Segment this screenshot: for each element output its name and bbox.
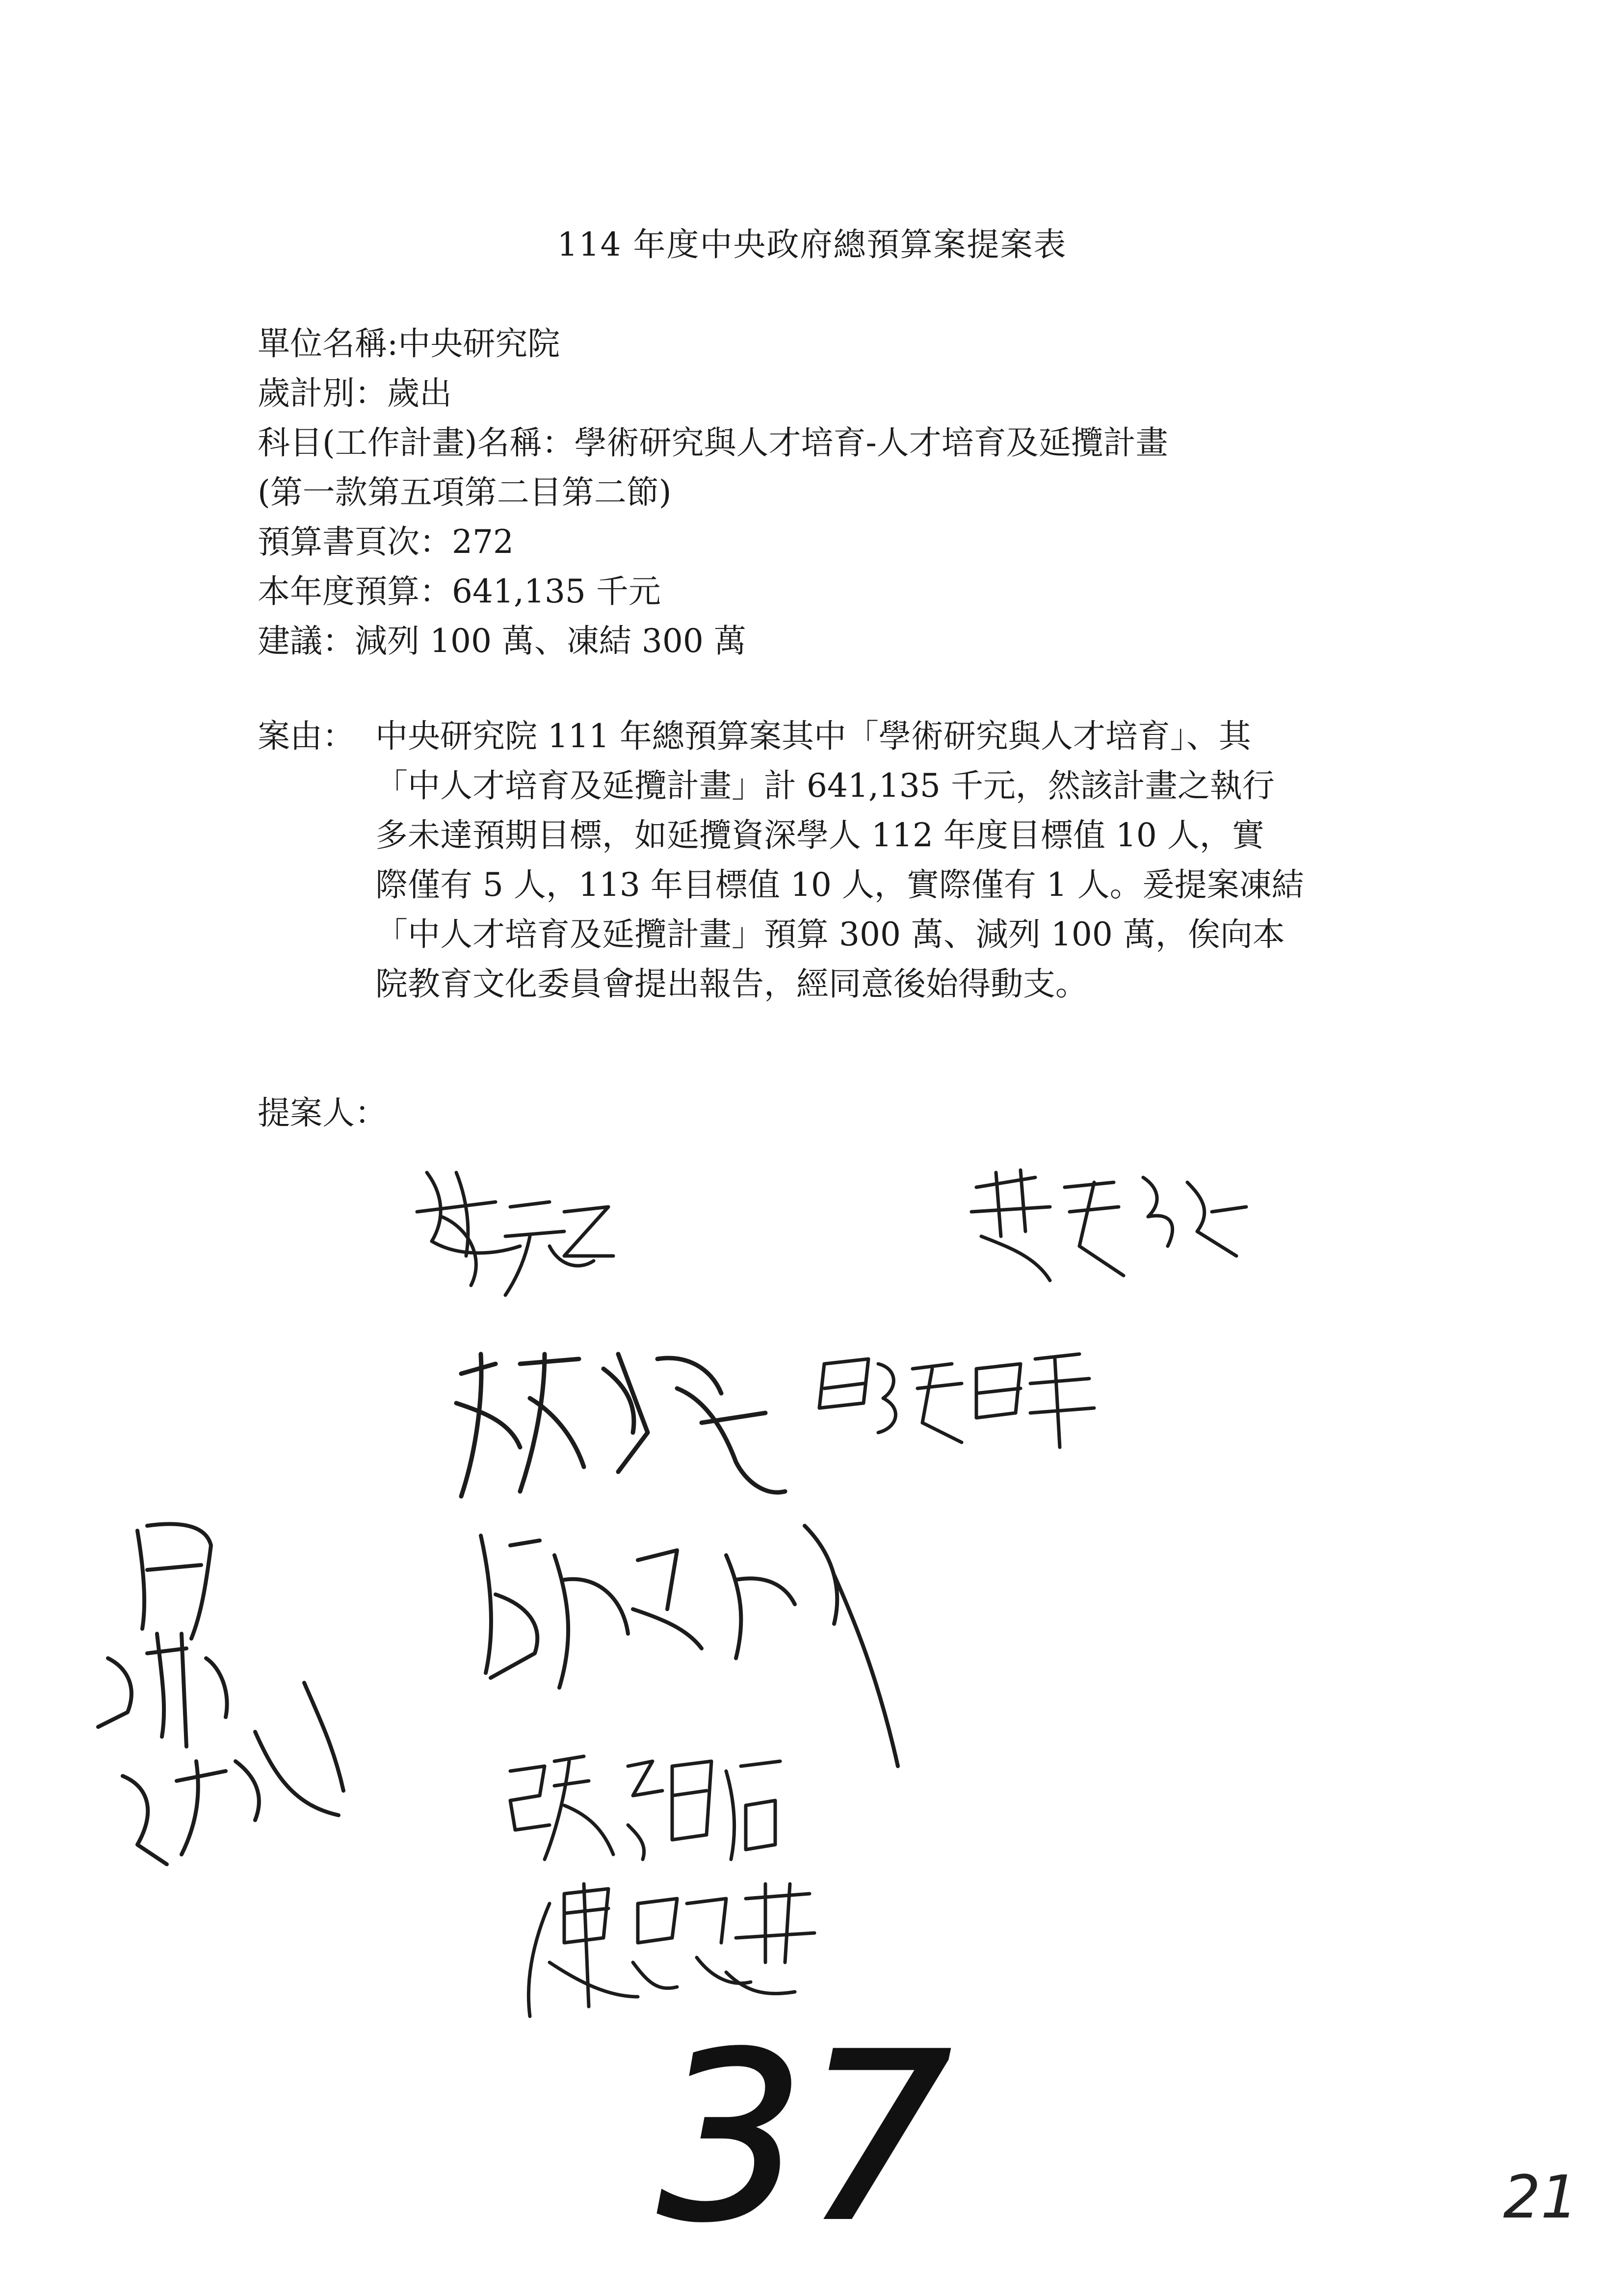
reason-label: 案由： bbox=[258, 717, 355, 755]
field-budget-type: 歲計別：歲出 bbox=[258, 374, 452, 412]
signature-7 bbox=[510, 1756, 780, 1859]
page-title: 114 年度中央政府總預算案提案表 bbox=[557, 226, 1067, 263]
handwritten-number bbox=[658, 2004, 952, 2272]
signature-3 bbox=[456, 1354, 785, 1496]
signature-2 bbox=[971, 1170, 1246, 1280]
reason-line: 多未達預期目標，如延攬資深學人 112 年度目標值 10 人，實 bbox=[375, 816, 1264, 854]
signature-8 bbox=[528, 1884, 814, 2016]
reason-line: 「中人才培育及延攬計畫」計 641,135 千元，然該計畫之執行 bbox=[375, 767, 1275, 805]
page-number-text: 21 bbox=[1503, 2164, 1578, 2232]
reason-line: 際僅有 5 人，113 年目標值 10 人，實際僅有 1 人。爰提案凍結 bbox=[375, 866, 1304, 904]
signature-6 bbox=[481, 1526, 898, 1766]
proposer-label: 提案人： bbox=[258, 1094, 387, 1132]
field-budget-page: 預算書頁次：272 bbox=[258, 523, 514, 561]
field-suggestion: 建議：減列 100 萬、凍結 300 萬 bbox=[258, 622, 746, 660]
field-subject-section: (第一款第五項第二目第二節) bbox=[258, 473, 672, 511]
field-subject-name: 科目(工作計畫)名稱：學術研究與人才培育-人才培育及延攬計畫 bbox=[258, 424, 1168, 462]
reason-line: 中央研究院 111 年總預算案其中「學術研究與人才培育」、其 bbox=[375, 717, 1251, 755]
signature-4 bbox=[819, 1354, 1094, 1447]
handwritten-number-text: 37 bbox=[657, 2004, 952, 2272]
field-annual-budget: 本年度預算：641,135 千元 bbox=[258, 573, 661, 610]
reason-line: 院教育文化委員會提出報告，經同意後始得動支。 bbox=[375, 965, 1088, 1003]
field-unit-name: 單位名稱:中央研究院 bbox=[258, 325, 560, 363]
handwritten-page-number bbox=[1503, 2164, 1578, 2232]
reason-line: 「中人才培育及延攬計畫」預算 300 萬、減列 100 萬，俟向本 bbox=[375, 915, 1285, 953]
signature-1 bbox=[417, 1173, 613, 1295]
signature-5 bbox=[98, 1524, 343, 1864]
